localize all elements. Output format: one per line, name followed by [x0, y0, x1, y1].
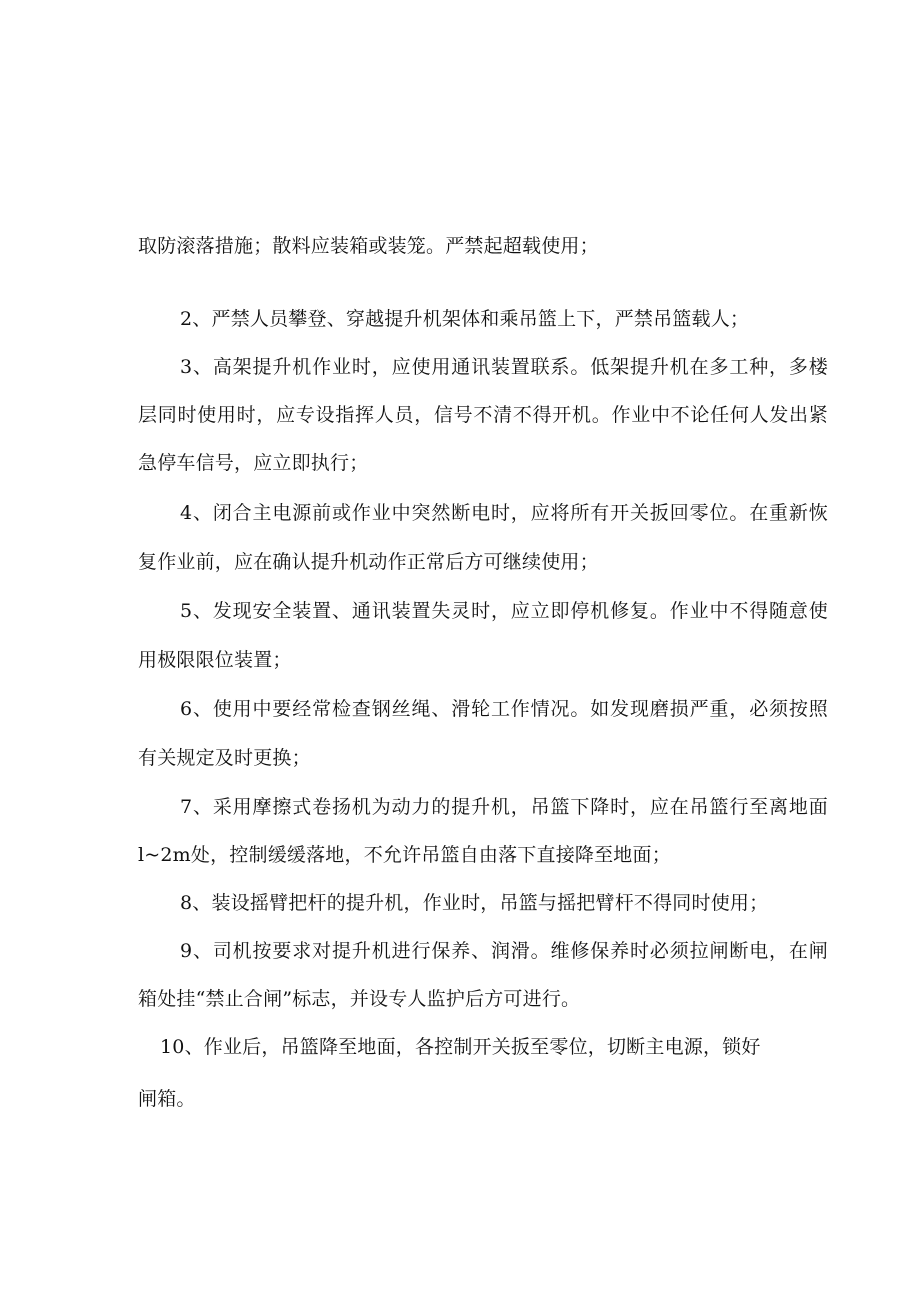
rule-3-line-3: 急停车信号，应立即执行； — [138, 452, 369, 474]
rule-5-line-1: 5、发现安全装置、通讯装置失灵时，应立即停机修复。作业中不得随意使 — [180, 600, 828, 622]
rule-7-line-1: 7、采用摩擦式卷扬机为动力的提升机，吊篮下降时，应在吊篮行至离地面 — [180, 796, 828, 818]
rule-6-line-2: 有关规定及时更换； — [138, 747, 311, 769]
rule-3-line-2: 层同时使用时，应专设指挥人员，信号不清不得开机。作业中不论任何人发出紧 — [138, 404, 828, 426]
rule-10-line-1: 10、作业后，吊篮降至地面，各控制开关扳至零位，切断主电源，锁好 — [160, 1036, 761, 1058]
rule-5-line-2: 用极限限位装置； — [138, 649, 292, 671]
rule-8-line-1: 8、装设摇臂把杆的提升机，作业时，吊篮与摇把臂杆不得同时使用； — [180, 892, 769, 914]
rule-3-line-1: 3、高架提升机作业时，应使用通讯装置联系。低架提升机在多工种，多楼 — [180, 356, 828, 378]
rule-7-line-2: l~2m处，控制缓缓落地，不允许吊篮自由落下直接降至地面； — [138, 844, 671, 866]
rule-9-line-2: 箱处挂“禁止合闸”标志，并设专人监护后方可进行。 — [138, 988, 581, 1010]
continuation-text: 取防滚落措施；散料应装箱或装笼。严禁起超载使用； — [138, 235, 599, 257]
rule-9-line-1: 9、司机按要求对提升机进行保养、润滑。维修保养时必须拉闸断电，在闸 — [180, 940, 828, 962]
rule-10-line-2: 闸箱。 — [138, 1088, 196, 1110]
rule-6-line-1: 6、使用中要经常检查钢丝绳、滑轮工作情况。如发现磨损严重，必须按照 — [180, 698, 828, 720]
rule-4-line-1: 4、闭合主电源前或作业中突然断电时，应将所有开关扳回零位。在重新恢 — [180, 502, 828, 524]
rule-4-line-2: 复作业前，应在确认提升机动作正常后方可继续使用； — [138, 551, 599, 573]
rule-2-line-1: 2、严禁人员攀登、穿越提升机架体和乘吊篮上下，严禁吊篮载人； — [180, 308, 750, 330]
